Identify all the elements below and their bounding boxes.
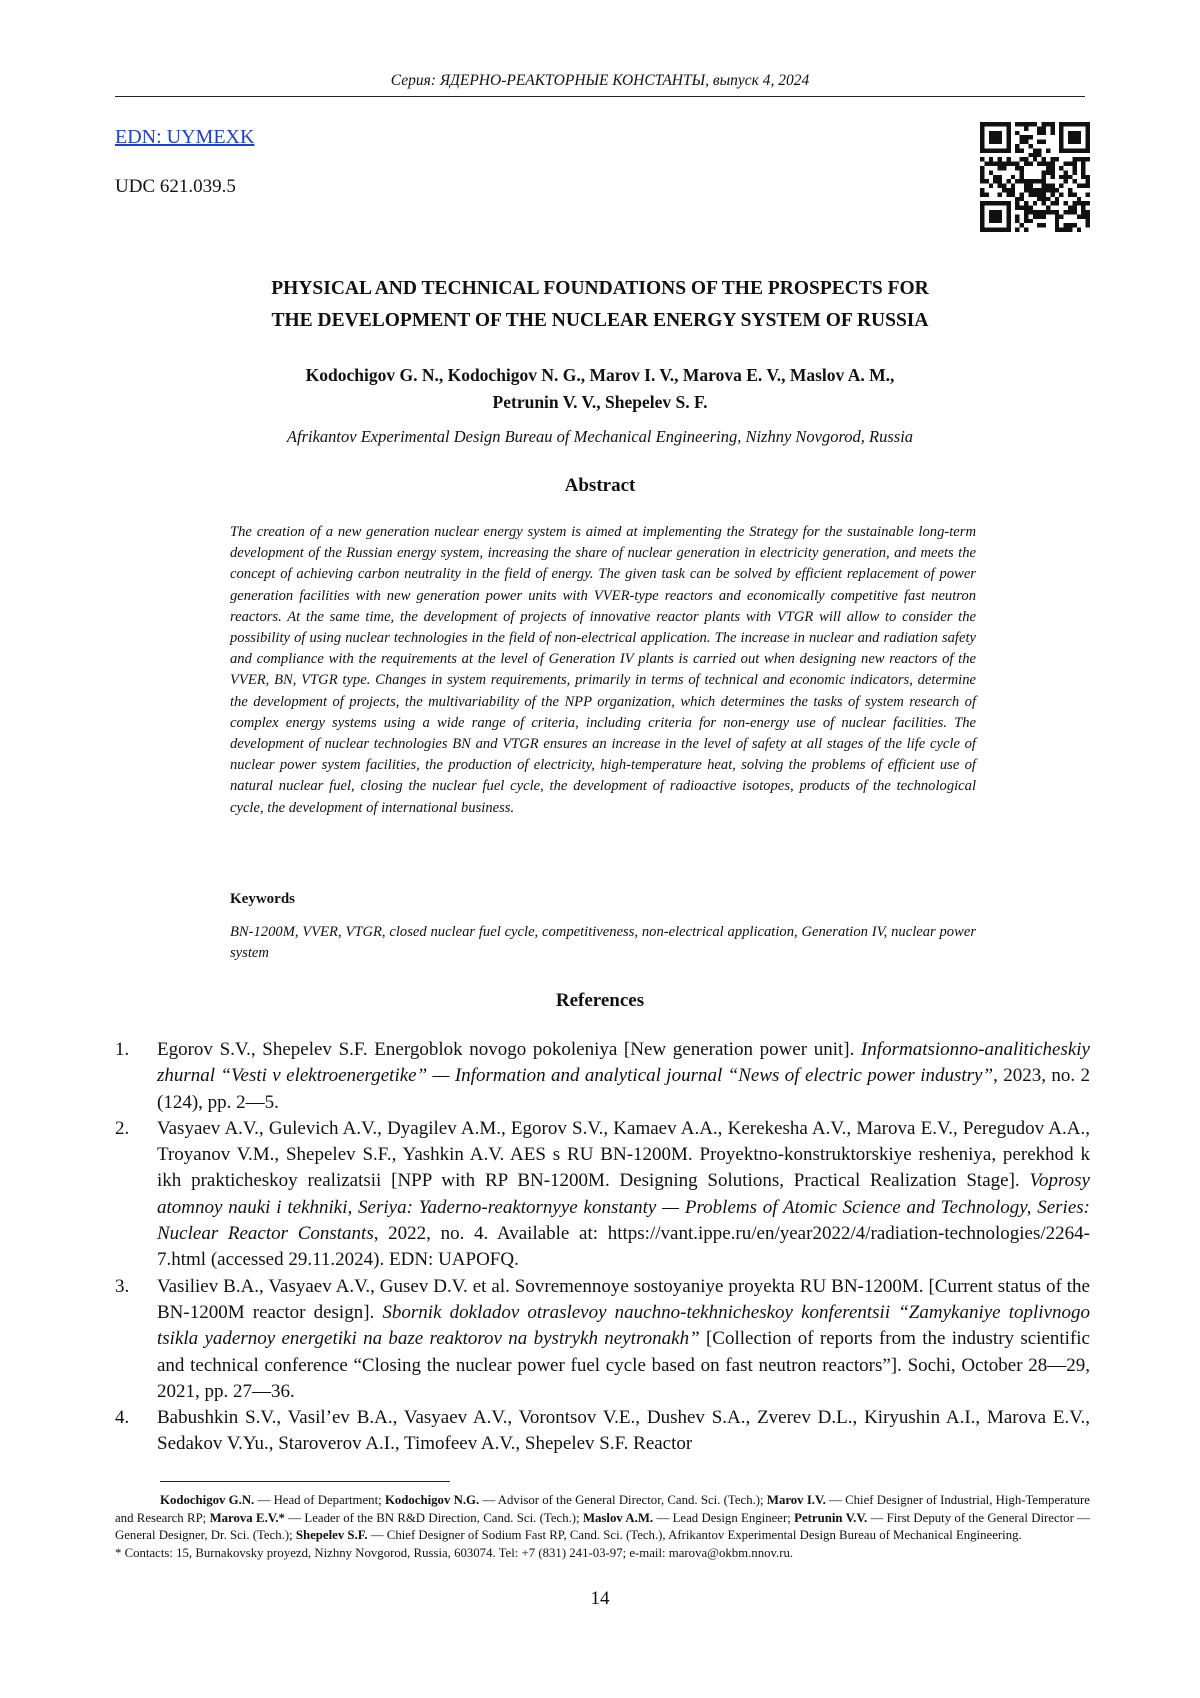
page-number: 14 (590, 1588, 610, 1609)
reference-source: Voprosy atomnoy nauki i tekhniki, Seriya: Yaderno-reaktornyye konstanty — Problems of Atomic Science and Technology, Series: Nuclear Reactor Constants (157, 1170, 1090, 1245)
footnote-role: — Advisor of the General Director, Cand. Sci. (Tech.); (479, 1493, 767, 1507)
footnote-author: Shepelev S.F. (295, 1528, 368, 1542)
paper-title (130, 273, 1070, 337)
references-heading: References (555, 990, 645, 1011)
contacts-line: * Contacts: 15, Burnakovsky proyezd, Nizhny Novgorod, Russia, 603074. Tel: +7 (831) 241-03-97; e-mail: marova@okbm.nnov.ru. (115, 1545, 794, 1560)
reference-details: , 2023, no. 2 (124), pp. 2—5. (157, 1065, 1090, 1113)
reference-source: Sbornik dokladov otraslevoy nauchno-tekhnicheskoy konferentsii “Zamykaniye toplivnogo tsikla yadernoy energetiki na baze reaktorov na bystrykh neytronakh” (157, 1301, 1090, 1350)
footnote-author: Kodochigov G.N. (160, 1493, 255, 1507)
footnote-role: — Chief Designer of Industrial, High-Temperature and Research RP; (115, 1493, 1090, 1525)
reference-text: Vasyaev A.V., Gulevich A.V., Dyagilev A.M., Egorov S.V., Kamaev A.A., Kerekesha A.V., Marova E.V., Peregudov A.A., Troyanov V.M., Shepelev S.F., Yashkin A.V. AES s RU BN-1200M. Proyektno-konstruktorskiye resheniya, perekhod k ikh prakticheskoy realizatsii [NPP with RP BN-1200M. Designing Solutions, Practical Realization Stage]. (157, 1117, 1090, 1192)
reference-number: 3. (115, 1275, 130, 1297)
reference-source: Informatsionno-analiticheskiy zhurnal “Vesti v elektroenergetike” — Information and analytical journal “News of electric power industry” (157, 1039, 1090, 1087)
udc-code: UDC 621.039.5 (115, 176, 236, 197)
reference-item (115, 1037, 1090, 1116)
abstract-text: The creation of a new generation nuclear energy system is aimed at implementing the Strategy for the sustainable long-term development of the Russian energy system, increasing the share of nuclear generation in electricity generation, and meets the concept of achieving carbon neutrality in the field of energy. The given task can be solved by efficient replacement of power generation facilities with new generation power units with VVER-type reactors and economically competitive fast neutron reactors. At the same time, the development of projects of innovative reactor plants with VTGR will allow to consider the possibility of using nuclear technologies in the field of non-electrical application. The increase in nuclear and radiation safety and compliance with the requirements at the level of Generation IV plants is carried out when designing new reactors of the VVER, BN, VTGR type. Changes in system requirements, primarily in terms of technical and economic indicators, determine the development of projects, the multivariability of the NPP organization, which determines the tasks of system research of complex energy systems using a wide range of criteria, including criteria for non-energy use of nuclear facilities. The development of nuclear technologies BN and VTGR ensures an increase in the level of safety at all stages of the life cycle of nuclear power system facilities, the production of electricity, high-temperature heat, solving the problems of efficient use of natural nuclear fuel, closing the nuclear fuel cycle, the development of radioactive isotopes, products of the technological cycle, the development of international business. (230, 524, 976, 816)
authors-line: Petrunin V. V., Shepelev S. F. (492, 392, 708, 412)
reference-item (115, 1116, 1090, 1274)
running-head: Серия: ЯДЕРНО-РЕАКТОРНЫЕ КОНСТАНТЫ, выпуск 4, 2024 (390, 72, 810, 89)
reference-number: 2. (115, 1117, 130, 1139)
footnote-author: Maslov A.M. (582, 1510, 654, 1525)
abstract-heading: Abstract (564, 475, 636, 496)
reference-details: [Collection of reports from the industry scientific and technical conference “Closing the nuclear power fuel cycle based on fast neutron reactors”]. Sochi, October 28—29, 2021, pp. 27—36. (157, 1328, 1090, 1402)
footnote-author: Petrunin V.V. (794, 1510, 868, 1525)
footnote-role: — Lead Design Engineer; (653, 1510, 795, 1525)
footnote-role: — Chief Designer of Sodium Fast RP, Cand. Sci. (Tech.), Afrikantov Experimental Design Bureau of Mechanical Engineering. (367, 1528, 1022, 1542)
reference-list (115, 1037, 1090, 1458)
footnote-role: — First Deputy of the General Director — General Designer, Dr. Sci. (Tech.); (115, 1510, 1090, 1542)
author-list (160, 362, 1040, 416)
reference-text: Babushkin S.V., Vasil’ev B.A., Vasyaev A.V., Vorontsov V.E., Dushev S.A., Zverev D.L., Kiryushin A.I., Marova E.V., Sedakov V.Yu., Staroverov A.I., Timofeev A.V., Shepelev S.F. Reactor (157, 1407, 1090, 1455)
title-line: THE DEVELOPMENT OF THE NUCLEAR ENERGY SYSTEM OF RUSSIA (271, 310, 929, 331)
header-rule (115, 96, 1085, 97)
reference-item (115, 1405, 1090, 1458)
reference-number: 1. (115, 1039, 130, 1060)
author-roles (115, 1492, 1090, 1545)
title-line: PHYSICAL AND TECHNICAL FOUNDATIONS OF THE PROSPECTS FOR (271, 278, 929, 299)
authors-line: Kodochigov G. N., Kodochigov N. G., Marov I. V., Marova E. V., Maslov A. M., (305, 365, 895, 385)
reference-text: Egorov S.V., Shepelev S.F. Energoblok novogo pokoleniya [New generation power unit]. (157, 1039, 861, 1060)
reference-details: , 2022, no. 4. Available at: https://vant.ippe.ru/en/year2022/4/radiation-technologies/2264-7.html (accessed 29.11.2024). EDN: UAPOFQ. (157, 1223, 1090, 1271)
author-footnote (115, 1492, 1090, 1562)
footnote-rule (160, 1481, 450, 1482)
reference-text: Vasiliev B.A., Vasyaev A.V., Gusev D.V. et al. Sovremennoye sostoyaniye proyekta RU BN-1200M. [Current status of the BN-1200M reactor design]. (157, 1275, 1090, 1323)
footnote-author: Kodochigov N.G. (384, 1493, 480, 1507)
qr-code-icon (980, 122, 1090, 232)
reference-number: 4. (115, 1407, 130, 1429)
footnote-author: Marova E.V.* (209, 1510, 285, 1525)
reference-item (115, 1274, 1090, 1405)
edn-link[interactable]: EDN: UYMEXK (115, 126, 255, 148)
footnote-role: — Leader of the BN R&D Direction, Cand. Sci. (Tech.); (284, 1510, 583, 1525)
keywords-text: BN-1200M, VVER, VTGR, closed nuclear fuel cycle, competitiveness, non-electrical application, Generation IV, nuclear power system (230, 924, 976, 962)
footnote-author: Marov I.V. (766, 1493, 826, 1507)
keywords-heading: Keywords (230, 891, 295, 907)
affiliation: Afrikantov Experimental Design Bureau of Mechanical Engineering, Nizhny Novgorod, Russia (286, 427, 914, 446)
footnote-role: — Head of Department; (254, 1493, 385, 1507)
